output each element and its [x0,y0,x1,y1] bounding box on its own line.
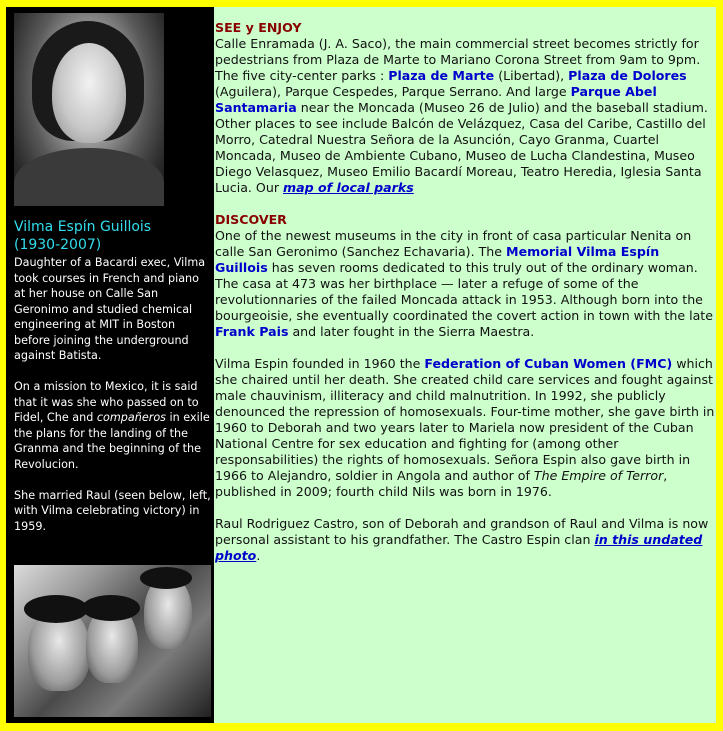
see-heading: SEE y ENJOY [215,20,302,35]
empire-of-terror-title: The Empire of Terror [533,468,664,483]
frank-pais-link[interactable]: Frank Pais [215,324,289,339]
sidebar-bio-para-3: She married Raul (seen below, left, with Vilma celebrating victory) in 1959. [14,488,211,533]
undated-photo-link[interactable]: in this undated photo [215,532,703,563]
parque-abel-santamaria-link[interactable]: Parque Abel Santamaria [215,84,657,115]
main-content [215,20,715,580]
map-of-local-parks-link[interactable]: map of local parks [283,180,414,195]
sidebar-para2-text-b: in exile the plans for the landing of the Granma and the beginning of the Revolucion. [14,411,210,471]
sidebar [6,7,214,723]
sidebar-para2-text-a: On a mission to Mexico, it is said that it was she who passed on to Fidel, Che and [14,380,199,424]
plaza-de-marte-link[interactable]: Plaza de Marte [388,68,495,83]
see-section: SEE y ENJOY Calle Enramada (J. A. Saco), the main commercial street becomes strictly for pedestrians from Plaza de Marte to Mariano Corona Street from 9am to 9pm. The five city-center parks : Plaza de Marte (Libertad), Plaza de Dolores (Aguilera), Parque Cespedes, Parque Serrano. And large Parque Abel Santamaria near the Moncada (Museo 26 de Julio) and the baseball stadium. Other places to see include Balcón de Velázquez, Casa del Caribe, Castillo del Morro, Catedral Nuestra Señora de la Asunción, Cayo Granma, Cuartel Moncada, Museo de Ambiente Cubano, Museo de Lucha Clandestina, Museo Diego Velasquez, Museo Emilio Bacardí Moreau, Teatro Heredia, Iglesia Santa Lucia. Our map of local parks [215,20,715,196]
sidebar-bio-para-1: Daughter of a Bacardi exec, Vilma took courses in French and piano at her house on Calle San Geronimo and studied chemical engineering at MIT in Boston before joining the underground against Batista. [14,256,206,362]
discover-section: DISCOVER One of the newest museums in the city in front of casa particular Nenita on calle San Geronimo (Sanchez Echavaria). The Memorial Vilma Espín Guillois has seven rooms dedicated to this truly out of the ordinary woman. The casa at 473 was her birthplace — later a refuge of some of the revolutionnaries of the failed Moncada attack in 1953. Although born into the bourgeoisie, she eventually coordinated the covert action in town with the late Frank Pais and later fought in the Sierra Maestra. [215,212,715,340]
sidebar-title-name: Vilma Espín Guillois [14,219,152,235]
discover-heading: DISCOVER [215,212,287,227]
raul-vilma-victory-photo [14,565,211,717]
sidebar-title [14,218,210,254]
sidebar-title-years: (1930-2007) [14,237,102,253]
sidebar-bio [14,255,212,550]
plaza-de-dolores-link[interactable]: Plaza de Dolores [568,68,687,83]
sidebar-para2-italic: compañeros [96,411,166,424]
family-paragraph: Raul Rodriguez Castro, son of Deborah and grandson of Raul and Vilma is now personal assistant to his grandfather. The Castro Espin clan in this undated photo. [215,516,709,563]
vilma-portrait-photo [14,13,164,206]
fmc-link[interactable]: Federation of Cuban Women (FMC) [424,356,673,371]
fmc-paragraph: Vilma Espin founded in 1960 the Federation of Cuban Women (FMC) which she chaired until her death. She created child care services and fought against male chauvinism, illiteracy and child malnutrition. In 1992, she publicly denounced the repression of homosexuals. Four-time mother, she gave birth in 1960 to Deborah and two years later to Mariela now president of the Cuban National Centre for sex education and fighting for (among other responsabilities) the rights of homosexuals. Señora Espin also gave birth in 1966 to Alejandro, soldier in Angola and author of The Empire of Terror, published in 2009; fourth child Nils was born in 1976. [215,356,715,499]
memorial-vilma-link[interactable]: Memorial Vilma Espín Guillois [215,244,660,275]
sidebar-bio-para-2 [14,379,212,472]
